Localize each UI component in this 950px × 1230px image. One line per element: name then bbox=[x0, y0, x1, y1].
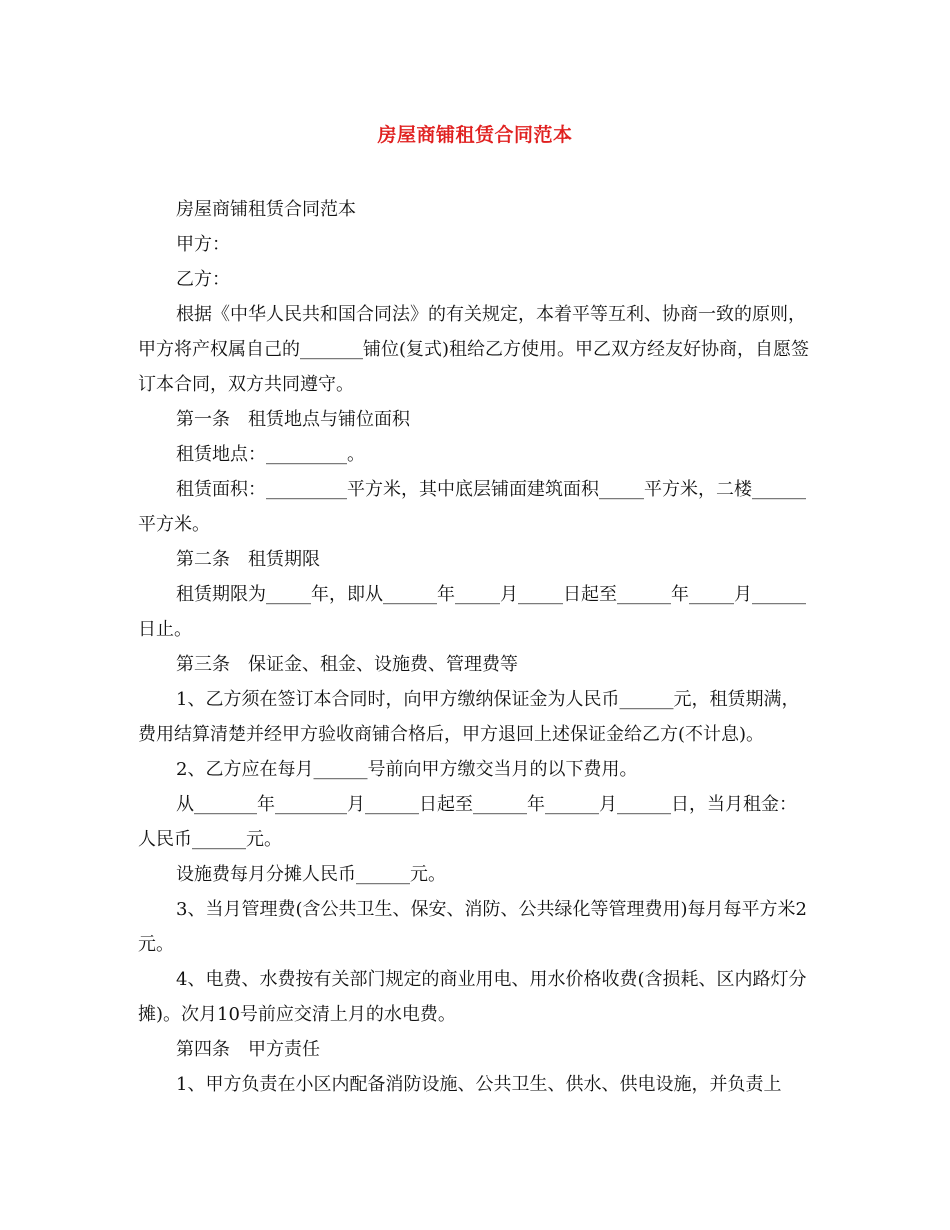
paragraph-term: 租赁期限为_____年，即从______年_____月_____日起至______年_____月______日止。 bbox=[138, 584, 806, 640]
paragraph-party-a-duty-1: 1、甲方负责在小区内配备消防设施、公共卫生、供水、供电设施，并负责上 bbox=[176, 1074, 782, 1095]
paragraph-preamble: 根据《中华人民共和国合同法》的有关规定，本着平等互利、协商一致的原则，甲方将产权属自己的_______铺位(复式)租给乙方使用。甲乙双方经友好协商，自愿签订本合同，双方共同遵守。 bbox=[138, 304, 810, 395]
paragraph-deposit: 1、乙方须在签订本合同时，向甲方缴纳保证金为人民币______元，租赁期满，费用结算清楚并经甲方验收商铺合格后，甲方退回上述保证金给乙方(不计息)。 bbox=[138, 689, 800, 745]
article-4-heading: 第四条 甲方责任 bbox=[176, 1039, 320, 1060]
paragraph-management-fee: 3、当月管理费(含公共卫生、保安、消防、公共绿化等管理费用)每月每平方米2元。 bbox=[138, 899, 807, 955]
paragraph-facility-fee: 设施费每月分摊人民币______元。 bbox=[176, 864, 446, 885]
paragraph-area: 租赁面积：_________平方米，其中底层铺面建筑面积_____平方米，二楼______平方米。 bbox=[138, 479, 806, 535]
paragraph-party-a: 甲方： bbox=[176, 234, 230, 255]
paragraph-heading: 房屋商铺租赁合同范本 bbox=[176, 199, 356, 220]
document-title: 房屋商铺租赁合同范本 bbox=[377, 124, 573, 146]
paragraph-location: 租赁地点：_________。 bbox=[176, 444, 365, 465]
document-body bbox=[138, 192, 814, 1102]
paragraph-party-b: 乙方： bbox=[176, 269, 230, 290]
article-1-heading: 第一条 租赁地点与铺位面积 bbox=[176, 409, 410, 430]
article-3-heading: 第三条 保证金、租金、设施费、管理费等 bbox=[176, 654, 518, 675]
article-2-heading: 第二条 租赁期限 bbox=[176, 549, 320, 570]
paragraph-rent: 从_______年________月______日起至______年______月______日，当月租金：人民币______元。 bbox=[138, 794, 797, 850]
paragraph-utilities: 4、电费、水费按有关部门规定的商业用电、用水价格收费(含损耗、区内路灯分摊)。次月10号前应交清上月的水电费。 bbox=[138, 969, 807, 1025]
paragraph-monthly-fees: 2、乙方应在每月______号前向甲方缴交当月的以下费用。 bbox=[176, 759, 638, 780]
